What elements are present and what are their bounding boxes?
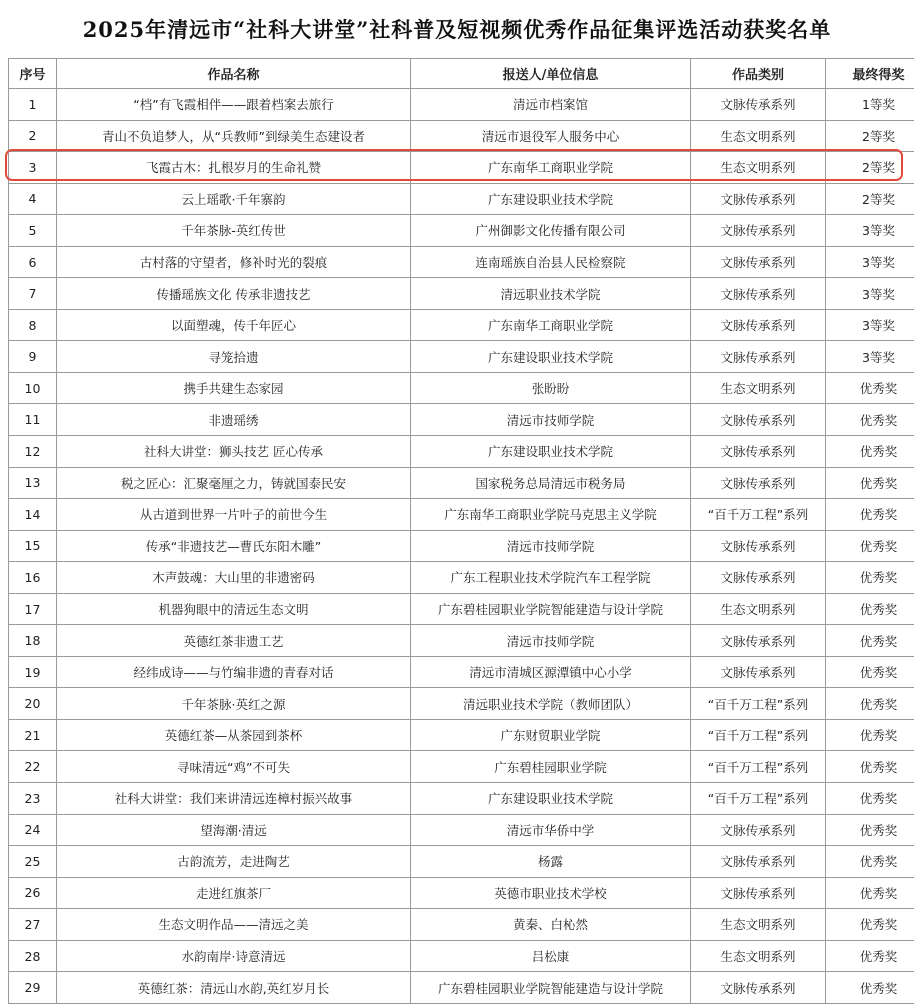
cell-award: 3等奖 (826, 309, 914, 341)
cell-no: 3 (9, 152, 57, 184)
cell-award: 3等奖 (826, 341, 914, 373)
cell-no: 12 (9, 436, 57, 468)
cell-org: 清远市技师学院 (411, 625, 691, 657)
cell-name: 千年茶脉·英红之源 (57, 688, 411, 720)
cell-category: 文脉传承系列 (691, 656, 826, 688)
cell-no: 21 (9, 719, 57, 751)
cell-org: 广东南华工商职业学院马克思主义学院 (411, 499, 691, 531)
cell-org: 广东南华工商职业学院 (411, 309, 691, 341)
cell-no: 4 (9, 183, 57, 215)
cell-award: 优秀奖 (826, 436, 914, 468)
cell-no: 5 (9, 215, 57, 247)
cell-award: 优秀奖 (826, 499, 914, 531)
cell-no: 8 (9, 309, 57, 341)
cell-org: 广东碧桂园职业学院智能建造与设计学院 (411, 593, 691, 625)
cell-org: 清远市清城区源潭镇中心小学 (411, 656, 691, 688)
cell-name: 经纬成诗——与竹编非遗的青春对话 (57, 656, 411, 688)
table-row (9, 530, 914, 562)
cell-award: 2等奖 (826, 120, 914, 152)
cell-name: 水韵南岸·诗意清远 (57, 940, 411, 972)
cell-no: 10 (9, 372, 57, 404)
cell-category: 生态文明系列 (691, 152, 826, 184)
table-row (9, 593, 914, 625)
cell-org: 国家税务总局清远市税务局 (411, 467, 691, 499)
table-row (9, 436, 914, 468)
cell-org: 广东建设职业技术学院 (411, 783, 691, 815)
cell-no: 22 (9, 751, 57, 783)
table-row (9, 183, 914, 215)
table-row (9, 877, 914, 909)
cell-category: 文脉传承系列 (691, 877, 826, 909)
cell-no: 26 (9, 877, 57, 909)
cell-category: 生态文明系列 (691, 909, 826, 941)
table-row (9, 372, 914, 404)
cell-category: 生态文明系列 (691, 120, 826, 152)
cell-category: “百千万工程”系列 (691, 783, 826, 815)
cell-name: 寻笼拾遗 (57, 341, 411, 373)
table-row (9, 972, 914, 1004)
cell-org: 广东南华工商职业学院 (411, 152, 691, 184)
cell-no: 28 (9, 940, 57, 972)
cell-no: 20 (9, 688, 57, 720)
cell-org: 张盼盼 (411, 372, 691, 404)
cell-name: 青山不负追梦人，从“兵教师”到绿美生态建设者 (57, 120, 411, 152)
page-title: 2025年清远市“社科大讲堂”社科普及短视频优秀作品征集评选活动获奖名单 (0, 14, 914, 44)
cell-org: 清远市退役军人服务中心 (411, 120, 691, 152)
table-row (9, 846, 914, 878)
table-row (9, 909, 914, 941)
cell-name: 寻味清远“鸡”不可失 (57, 751, 411, 783)
cell-name: 云上瑶歌·千年寨韵 (57, 183, 411, 215)
cell-award: 3等奖 (826, 246, 914, 278)
header-name: 作品名称 (57, 59, 411, 89)
cell-category: 文脉传承系列 (691, 278, 826, 310)
cell-org: 广东工程职业技术学院汽车工程学院 (411, 562, 691, 594)
cell-name: 木声鼓魂：大山里的非遗密码 (57, 562, 411, 594)
cell-name: 传播瑶族文化 传承非遗技艺 (57, 278, 411, 310)
cell-name: 英德红茶非遗工艺 (57, 625, 411, 657)
table-row (9, 783, 914, 815)
table-row (9, 404, 914, 436)
cell-name: 机器狗眼中的清远生态文明 (57, 593, 411, 625)
cell-award: 2等奖 (826, 183, 914, 215)
cell-award: 优秀奖 (826, 751, 914, 783)
table-row (9, 120, 914, 152)
cell-name: 非遗瑶绣 (57, 404, 411, 436)
cell-award: 优秀奖 (826, 656, 914, 688)
cell-category: 文脉传承系列 (691, 89, 826, 121)
cell-category: 文脉传承系列 (691, 309, 826, 341)
cell-name: “档”有飞霞相伴——跟着档案去旅行 (57, 89, 411, 121)
cell-no: 19 (9, 656, 57, 688)
cell-award: 1等奖 (826, 89, 914, 121)
header-no: 序号 (9, 59, 57, 89)
table-row (9, 309, 914, 341)
cell-category: 文脉传承系列 (691, 467, 826, 499)
cell-category: 文脉传承系列 (691, 246, 826, 278)
cell-award: 优秀奖 (826, 972, 914, 1004)
cell-award: 优秀奖 (826, 404, 914, 436)
cell-award: 优秀奖 (826, 467, 914, 499)
cell-name: 英德红茶—从茶园到茶杯 (57, 719, 411, 751)
table-row (9, 751, 914, 783)
cell-no: 1 (9, 89, 57, 121)
cell-no: 7 (9, 278, 57, 310)
cell-name: 千年茶脉-英红传世 (57, 215, 411, 247)
cell-no: 15 (9, 530, 57, 562)
cell-org: 连南瑶族自治县人民检察院 (411, 246, 691, 278)
cell-category: 生态文明系列 (691, 940, 826, 972)
cell-category: 文脉传承系列 (691, 436, 826, 468)
cell-org: 广东建设职业技术学院 (411, 183, 691, 215)
cell-name: 英德红茶：清远山水韵,英红岁月长 (57, 972, 411, 1004)
cell-award: 优秀奖 (826, 562, 914, 594)
table-row (9, 246, 914, 278)
table-row (9, 814, 914, 846)
cell-award: 优秀奖 (826, 719, 914, 751)
cell-no: 2 (9, 120, 57, 152)
table-row (9, 499, 914, 531)
cell-category: 文脉传承系列 (691, 183, 826, 215)
cell-org: 广东建设职业技术学院 (411, 341, 691, 373)
cell-award: 2等奖 (826, 152, 914, 184)
cell-no: 18 (9, 625, 57, 657)
table-row (9, 719, 914, 751)
cell-award: 优秀奖 (826, 593, 914, 625)
cell-no: 24 (9, 814, 57, 846)
table-row (9, 152, 914, 184)
cell-category: 文脉传承系列 (691, 404, 826, 436)
cell-category: “百千万工程”系列 (691, 751, 826, 783)
cell-no: 14 (9, 499, 57, 531)
award-table (8, 58, 914, 1004)
table-row (9, 656, 914, 688)
cell-name: 社科大讲堂：狮头技艺 匠心传承 (57, 436, 411, 468)
table-row (9, 625, 914, 657)
cell-category: “百千万工程”系列 (691, 688, 826, 720)
cell-no: 13 (9, 467, 57, 499)
cell-org: 黄秦、白杺然 (411, 909, 691, 941)
cell-award: 优秀奖 (826, 846, 914, 878)
cell-no: 16 (9, 562, 57, 594)
table-row (9, 688, 914, 720)
cell-category: 文脉传承系列 (691, 530, 826, 562)
cell-no: 29 (9, 972, 57, 1004)
cell-org: 清远市档案馆 (411, 89, 691, 121)
cell-category: “百千万工程”系列 (691, 719, 826, 751)
cell-award: 优秀奖 (826, 372, 914, 404)
table-row (9, 562, 914, 594)
cell-award: 3等奖 (826, 278, 914, 310)
header-award: 最终得奖 (826, 59, 914, 89)
cell-name: 望海潮·清远 (57, 814, 411, 846)
table-row (9, 467, 914, 499)
cell-no: 6 (9, 246, 57, 278)
cell-org: 广东财贸职业学院 (411, 719, 691, 751)
cell-category: 文脉传承系列 (691, 846, 826, 878)
cell-category: 生态文明系列 (691, 593, 826, 625)
cell-category: 文脉传承系列 (691, 215, 826, 247)
cell-category: 文脉传承系列 (691, 972, 826, 1004)
table-header-row (9, 59, 914, 89)
table-row (9, 940, 914, 972)
header-org: 报送人/单位信息 (411, 59, 691, 89)
cell-name: 传承“非遗技艺—曹氏东阳木雕” (57, 530, 411, 562)
cell-org: 杨露 (411, 846, 691, 878)
cell-org: 广东碧桂园职业学院 (411, 751, 691, 783)
cell-no: 9 (9, 341, 57, 373)
table-row (9, 89, 914, 121)
cell-award: 优秀奖 (826, 530, 914, 562)
cell-org: 清远市技师学院 (411, 404, 691, 436)
cell-name: 飞霞古木：扎根岁月的生命礼赞 (57, 152, 411, 184)
cell-no: 23 (9, 783, 57, 815)
cell-name: 从古道到世界一片叶子的前世今生 (57, 499, 411, 531)
cell-category: 文脉传承系列 (691, 562, 826, 594)
cell-name: 古村落的守望者，修补时光的裂痕 (57, 246, 411, 278)
table-row (9, 215, 914, 247)
cell-award: 优秀奖 (826, 783, 914, 815)
cell-name: 以面塑魂，传千年匠心 (57, 309, 411, 341)
cell-name: 走进红旗茶厂 (57, 877, 411, 909)
cell-category: 文脉传承系列 (691, 341, 826, 373)
cell-award: 优秀奖 (826, 688, 914, 720)
cell-no: 27 (9, 909, 57, 941)
cell-org: 广东碧桂园职业学院智能建造与设计学院 (411, 972, 691, 1004)
header-category: 作品类别 (691, 59, 826, 89)
cell-name: 携手共建生态家园 (57, 372, 411, 404)
cell-no: 11 (9, 404, 57, 436)
cell-name: 社科大讲堂：我们来讲清远连樟村振兴故事 (57, 783, 411, 815)
cell-org: 广州御影文化传播有限公司 (411, 215, 691, 247)
cell-award: 优秀奖 (826, 940, 914, 972)
cell-org: 清远市技师学院 (411, 530, 691, 562)
cell-org: 清远市华侨中学 (411, 814, 691, 846)
cell-org: 清远职业技术学院（教师团队） (411, 688, 691, 720)
cell-no: 25 (9, 846, 57, 878)
cell-org: 清远职业技术学院 (411, 278, 691, 310)
cell-category: 文脉传承系列 (691, 625, 826, 657)
table-row (9, 278, 914, 310)
cell-category: “百千万工程”系列 (691, 499, 826, 531)
cell-category: 文脉传承系列 (691, 814, 826, 846)
cell-org: 吕松康 (411, 940, 691, 972)
table-row (9, 341, 914, 373)
cell-name: 税之匠心：汇聚毫厘之力，铸就国泰民安 (57, 467, 411, 499)
cell-name: 古韵流芳，走进陶艺 (57, 846, 411, 878)
cell-name: 生态文明作品——清远之美 (57, 909, 411, 941)
cell-no: 17 (9, 593, 57, 625)
cell-award: 优秀奖 (826, 625, 914, 657)
cell-award: 优秀奖 (826, 877, 914, 909)
cell-org: 广东建设职业技术学院 (411, 436, 691, 468)
cell-org: 英德市职业技术学校 (411, 877, 691, 909)
cell-award: 优秀奖 (826, 909, 914, 941)
cell-category: 生态文明系列 (691, 372, 826, 404)
cell-award: 3等奖 (826, 215, 914, 247)
cell-award: 优秀奖 (826, 814, 914, 846)
